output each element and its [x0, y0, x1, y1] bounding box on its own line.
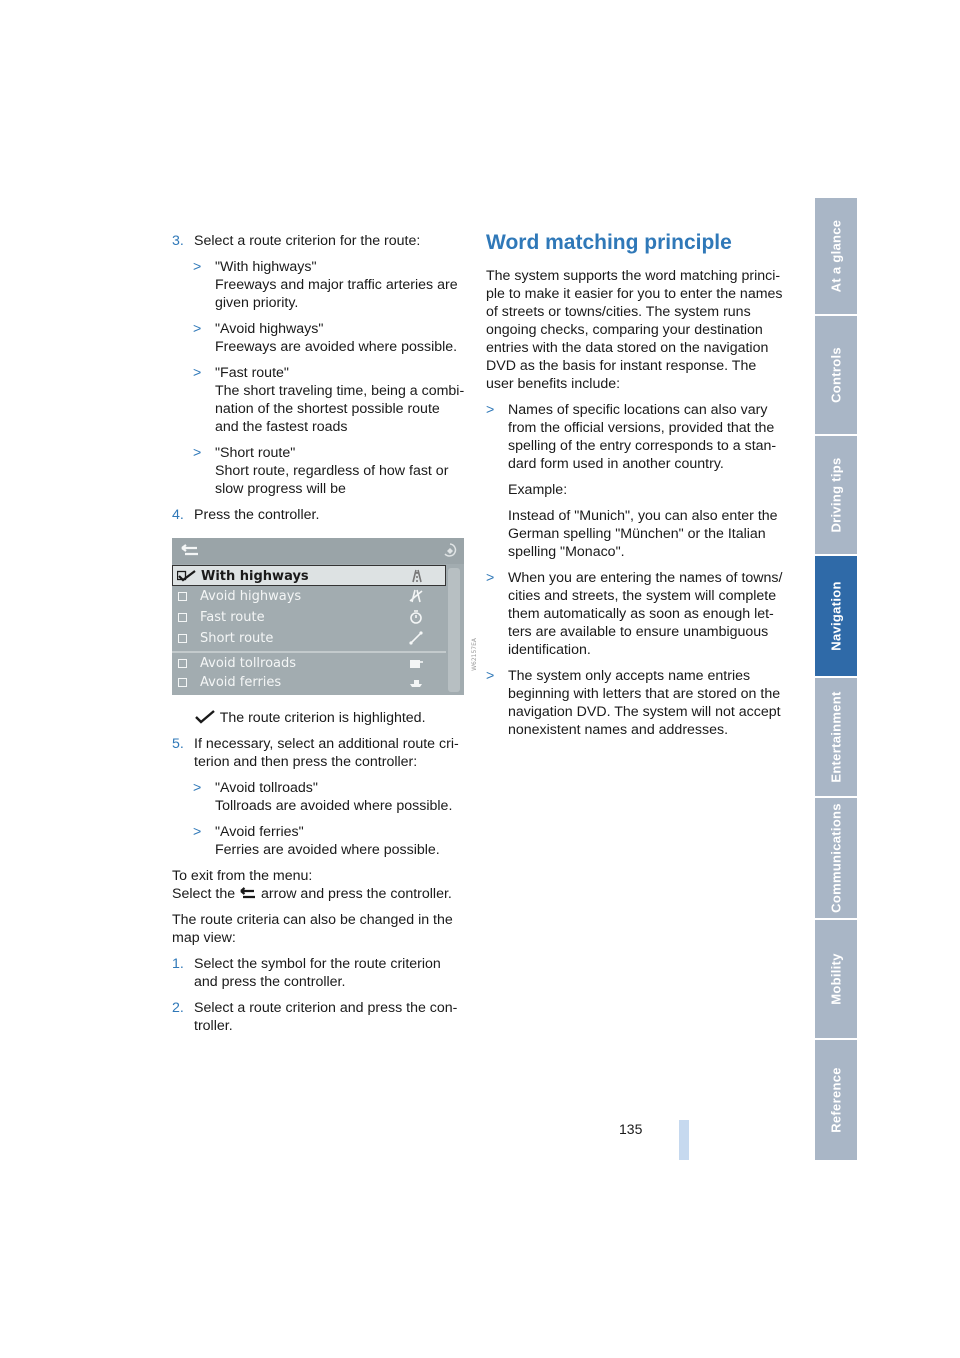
left-column: [172, 232, 478, 1043]
route-criteria-screen: [172, 538, 478, 695]
criterion-name: "Fast route": [215, 365, 289, 381]
bullet-arrow: >: [486, 570, 495, 586]
tab-driving-tips[interactable]: [815, 436, 857, 554]
step-text: Select a route criterion and press the con-troller.: [194, 1000, 458, 1034]
tollbooth-icon: [408, 656, 424, 670]
criterion-name: "Short route": [215, 445, 296, 461]
back-arrow-icon: [239, 887, 257, 900]
criterion-item: [193, 444, 467, 498]
image-code: W62157EA: [471, 638, 478, 671]
tab-mobility[interactable]: [815, 920, 857, 1038]
menu-item-fast-route[interactable]: [172, 607, 446, 628]
tab-entertainment[interactable]: [815, 678, 857, 796]
map-intro: The route criteria can also be changed in the map view:: [172, 912, 453, 946]
criterion-item: [193, 320, 467, 356]
step-text: Select a route criterion for the route:: [194, 233, 421, 249]
bullet-arrow: >: [193, 780, 202, 796]
menu-item-avoid-ferries[interactable]: [172, 672, 446, 693]
criterion-name: "Avoid tollroads": [215, 780, 318, 796]
menu-item-label: Fast route: [200, 610, 265, 625]
menu-item-with-highways[interactable]: [172, 565, 446, 586]
tab-label: Driving tips: [828, 457, 844, 533]
menu-item-label: With highways: [201, 569, 309, 584]
checkbox-icon: [178, 678, 187, 687]
tab-reference[interactable]: [815, 1040, 857, 1160]
ferry-icon: [408, 675, 424, 689]
menu-item-label: Avoid ferries: [200, 675, 282, 690]
criterion-desc: Ferries are avoided where possible.: [215, 842, 440, 858]
checkbox-icon: [178, 613, 187, 622]
checkmark-icon: [177, 570, 197, 582]
bullet-arrow: >: [193, 365, 202, 381]
bullet-arrow: >: [193, 824, 202, 840]
highlight-note-text: The route criterion is highlighted.: [219, 710, 426, 726]
map-step-1: [172, 955, 467, 991]
step-4: [172, 506, 467, 524]
step-text: If necessary, select an additional route cri-terion and then press the controller:: [194, 736, 459, 770]
criterion-item: [193, 258, 467, 312]
step-number: 5.: [172, 736, 184, 752]
checkbox-icon: [178, 659, 187, 668]
highway-icon: [409, 569, 425, 583]
menu-item-label: Short route: [200, 631, 274, 646]
tab-label: Communications: [828, 803, 844, 913]
menu-item-label: Avoid highways: [200, 589, 302, 604]
benefit-text: When you are entering the names of towns/ cities and streets, the system will complete them automatically as soon as enough let-ters are available to ensure unambiguous identification.: [508, 570, 783, 658]
exit-instructions: [172, 867, 467, 903]
short-route-icon: [408, 631, 424, 645]
exit-post: arrow and press the controller.: [261, 886, 452, 902]
right-column: [486, 232, 786, 747]
stopwatch-icon: [408, 610, 424, 624]
no-highway-icon: [408, 589, 424, 603]
benefit-text: The system only accepts name entries beginning with letters that are stored on the navigation DVD. The system will not accept nonexistent names and addresses.: [508, 668, 781, 738]
checkmark-icon: [194, 710, 216, 724]
page-number: 135: [619, 1121, 643, 1137]
step-number: 3.: [172, 233, 184, 249]
checkbox-icon: [178, 592, 187, 601]
criterion-name: "Avoid highways": [215, 321, 324, 337]
exit-line-1: To exit from the menu:: [172, 868, 313, 884]
benefit-item: [486, 569, 786, 659]
criterion-desc: Tollroads are avoided where possible.: [215, 798, 453, 814]
bullet-arrow: >: [193, 259, 202, 275]
additional-criterion-item: [193, 779, 467, 815]
menu-item-avoid-highways[interactable]: [172, 586, 446, 607]
menu-item-avoid-tollroads[interactable]: [172, 653, 446, 674]
tab-label: Controls: [828, 347, 844, 403]
additional-criterion-item: [193, 823, 467, 859]
tab-label: Navigation: [828, 581, 844, 651]
rotate-icon: [442, 542, 458, 560]
section-heading: Word matching principle: [486, 231, 732, 254]
example-label: Example:: [508, 482, 568, 498]
screen-top-bar: [172, 538, 464, 564]
criterion-name: "Avoid ferries": [215, 824, 304, 840]
benefit-item: [486, 401, 786, 473]
step-3: [172, 232, 467, 250]
tab-at-a-glance[interactable]: [815, 198, 857, 314]
menu-item-short-route[interactable]: [172, 628, 446, 649]
tab-controls[interactable]: [815, 316, 857, 434]
intro-paragraph: The system supports the word matching princi-ple to make it easier for you to enter the names of streets or towns/cities. The system runs ongoing checks, comparing your destination entries with the data stored on the navigation DVD as the basis for instant response. The user benefits include:: [486, 268, 783, 392]
bullet-arrow: >: [486, 668, 495, 684]
menu-item-label: Avoid tollroads: [200, 656, 297, 671]
criterion-item: [193, 364, 467, 436]
criterion-desc: Short route, regardless of how fast or slow progress will be: [215, 463, 449, 497]
criterion-desc: Freeways and major traffic arteries are given priority.: [215, 277, 458, 311]
step-text: Select the symbol for the route criterion and press the controller.: [194, 956, 441, 990]
step-5: [172, 735, 467, 771]
step-number: 4.: [172, 507, 184, 523]
benefit-text: Names of specific locations can also vary from the official versions, provided that the spelling of the entry corresponds to a stan-dard form used in another country.: [508, 402, 777, 472]
bullet-arrow: >: [486, 402, 495, 418]
tab-navigation[interactable]: [815, 556, 857, 676]
map-step-2: [172, 999, 467, 1035]
screen-scrollbar[interactable]: [448, 568, 460, 692]
tab-communications[interactable]: [815, 798, 857, 918]
benefit-item: [486, 667, 786, 739]
step-number: 1.: [172, 956, 184, 972]
exit-pre: Select the: [172, 886, 236, 902]
checkbox-icon: [178, 634, 187, 643]
highlight-note: [172, 709, 467, 727]
bullet-arrow: >: [193, 445, 202, 461]
tab-label: At a glance: [828, 219, 844, 293]
criterion-name: "With highways": [215, 259, 317, 275]
page-number-bar: [679, 1120, 689, 1160]
tab-label: Mobility: [828, 953, 844, 1005]
example-text: Instead of "Munich", you can also enter the German spelling "München" or the Italian spelling "Monaco".: [508, 508, 778, 560]
step-number: 2.: [172, 1000, 184, 1016]
tab-label: Reference: [828, 1067, 844, 1133]
bullet-arrow: >: [193, 321, 202, 337]
criterion-desc: Freeways are avoided where possible.: [215, 339, 458, 355]
back-arrow-icon[interactable]: [180, 544, 200, 558]
tab-label: Entertainment: [828, 691, 844, 783]
criterion-desc: The short traveling time, being a combi-nation of the shortest possible route and the fastest roads: [215, 383, 465, 435]
step-text: Press the controller.: [194, 507, 320, 523]
